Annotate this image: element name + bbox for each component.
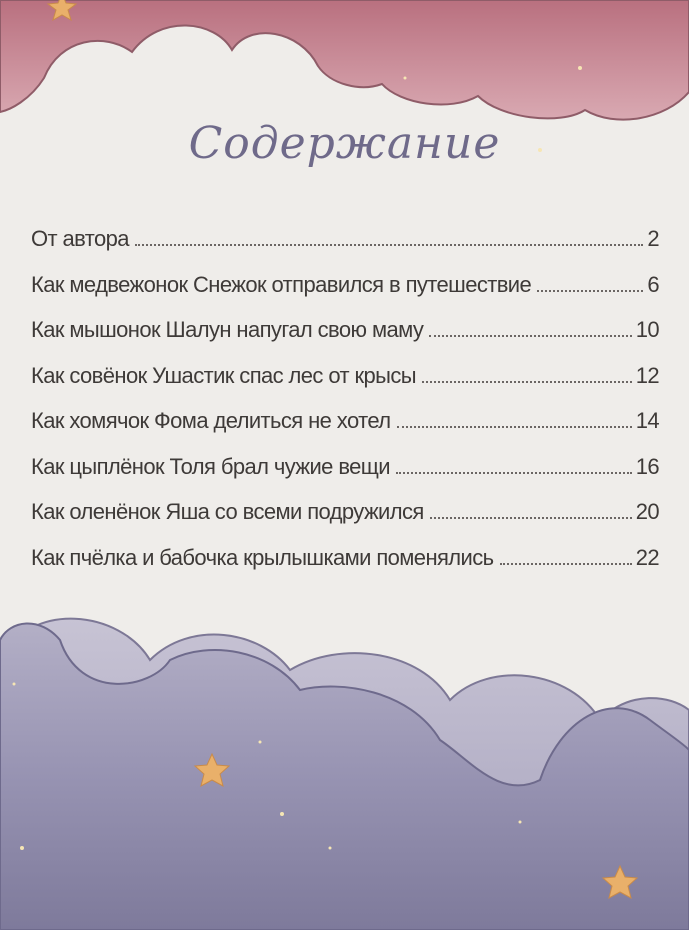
- page-title: Содержание: [188, 118, 501, 169]
- toc-entry: [31, 317, 659, 363]
- toc-entry-title: Как совёнок Ушастик спас лес от крысы: [31, 362, 416, 388]
- toc-entry-page: 22: [635, 544, 659, 570]
- toc-entry-page: 20: [635, 499, 659, 524]
- dot-leader: [135, 243, 643, 246]
- dot-leader: [422, 380, 632, 383]
- toc-entry-title: Как пчёлка и бабочка крылышками поменялись: [31, 544, 494, 570]
- toc-entry-page: 2: [647, 226, 659, 251]
- cloud-top: [0, 0, 689, 120]
- toc-entry-title: Как мышонок Шалун напугал свою маму: [31, 317, 424, 342]
- toc-entry-title: Как медвежонок Снежок отправился в путешествие: [31, 271, 532, 297]
- toc-entry: [31, 272, 659, 318]
- toc-entry-page: 10: [635, 317, 659, 342]
- toc-entry-page: 16: [635, 453, 659, 479]
- dot-leader: [397, 425, 632, 428]
- toc-entry: [31, 363, 659, 409]
- toc-entry: [31, 226, 659, 272]
- toc-entry: [31, 408, 659, 454]
- toc-entry-page: 14: [635, 408, 659, 433]
- toc-entry-page: 6: [647, 271, 659, 297]
- dot-leader: [396, 471, 632, 474]
- dot-leader: [500, 562, 632, 565]
- table-of-contents: [31, 226, 659, 590]
- toc-entry-title: Как цыплёнок Толя брал чужие вещи: [31, 453, 390, 479]
- toc-entry: [31, 454, 659, 500]
- dot-leader: [537, 289, 643, 292]
- toc-entry: [31, 499, 659, 545]
- toc-entry-page: 12: [635, 362, 659, 388]
- toc-entry-title: Как оленёнок Яша со всеми подружился: [31, 499, 424, 524]
- dot-leader: [429, 334, 631, 337]
- toc-entry-title: От автора: [31, 226, 129, 251]
- toc-entry: [31, 545, 659, 591]
- toc-entry-title: Как хомячок Фома делиться не хотел: [31, 408, 391, 433]
- dot-leader: [430, 516, 632, 519]
